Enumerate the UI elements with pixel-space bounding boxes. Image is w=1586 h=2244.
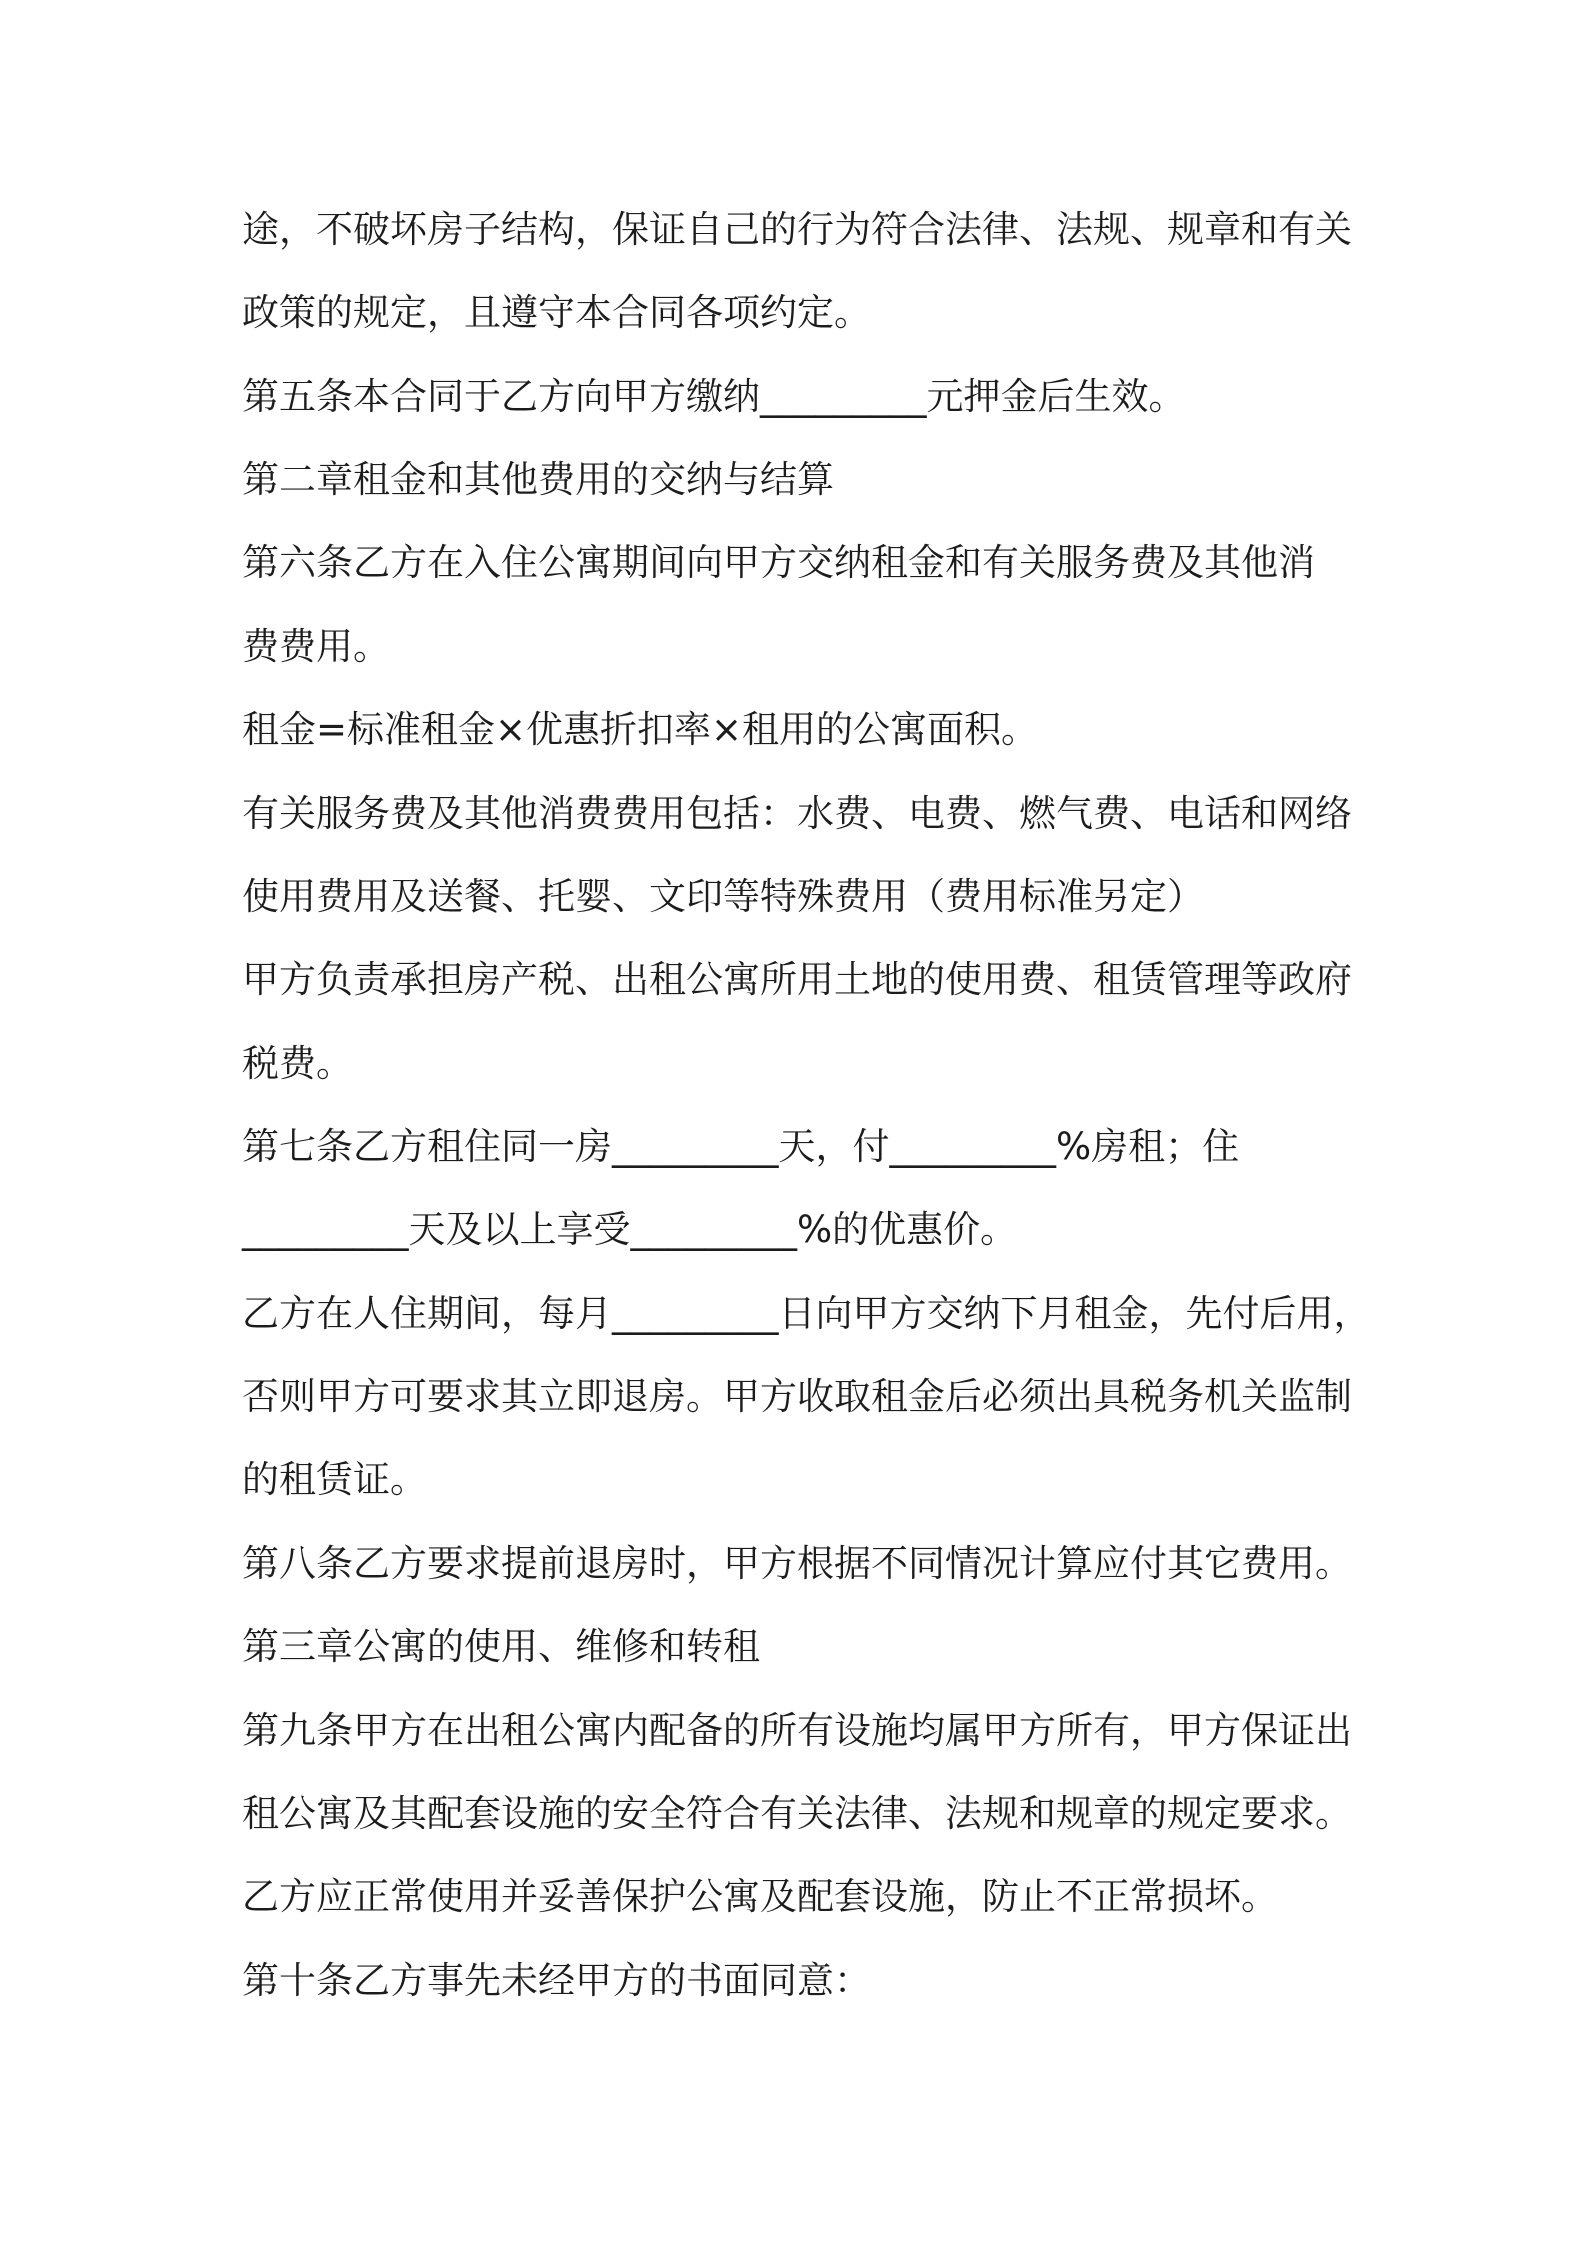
paragraph-line: 乙方应正常使用并妥善保护公寓及配套设施，防止不正常损坏。 [242, 1875, 1278, 1918]
article-9-line: 第九条甲方在出租公寓内配备的所有设施均属甲方所有，甲方保证出 [242, 1709, 1352, 1752]
paragraph-line: 税费。 [242, 1042, 353, 1085]
article-10-line: 第十条乙方事先未经甲方的书面同意： [242, 1959, 871, 2002]
article-8-line: 第八条乙方要求提前退房时，甲方根据不同情况计算应付其它费用。 [242, 1542, 1352, 1585]
paragraph-line: 政策的规定，且遵守本合同各项约定。 [242, 291, 871, 334]
paragraph-line: 有关服务费及其他消费费用包括：水费、电费、燃气费、电话和网络 [242, 792, 1352, 835]
paragraph-line: 乙方在人住期间，每月_________日向甲方交纳下月租金，先付后用， [242, 1292, 1371, 1335]
paragraph-line: 甲方负责承担房产税、出租公寓所用土地的使用费、租赁管理等政府 [242, 958, 1352, 1001]
paragraph-line: 费费用。 [242, 625, 390, 668]
chapter-2-heading: 第二章租金和其他费用的交纳与结算 [242, 458, 834, 501]
chapter-3-heading: 第三章公寓的使用、维修和转租 [242, 1625, 760, 1668]
paragraph-line: 使用费用及送餐、托婴、文印等特殊费用（费用标准另定） [242, 875, 1204, 918]
paragraph-line: 的租赁证。 [242, 1458, 427, 1501]
paragraph-line: _________天及以上享受_________%的优惠价。 [242, 1208, 1018, 1251]
paragraph-line: 租公寓及其配套设施的安全符合有关法律、法规和规章的规定要求。 [242, 1792, 1352, 1835]
paragraph-line: 否则甲方可要求其立即退房。甲方收取租金后必须出具税务机关监制 [242, 1375, 1352, 1418]
rent-formula-line: 租金=标准租金×优惠折扣率×租用的公寓面积。 [242, 708, 1039, 751]
article-7-line: 第七条乙方租住同一房_________天，付_________%房租；住 [242, 1125, 1240, 1168]
paragraph-line: 途，不破坏房子结构，保证自己的行为符合法律、法规、规章和有关 [242, 208, 1352, 251]
article-5-line: 第五条本合同于乙方向甲方缴纳_________元押金后生效。 [242, 375, 1186, 418]
article-6-line: 第六条乙方在入住公寓期间向甲方交纳租金和有关服务费及其他消 [242, 541, 1315, 584]
